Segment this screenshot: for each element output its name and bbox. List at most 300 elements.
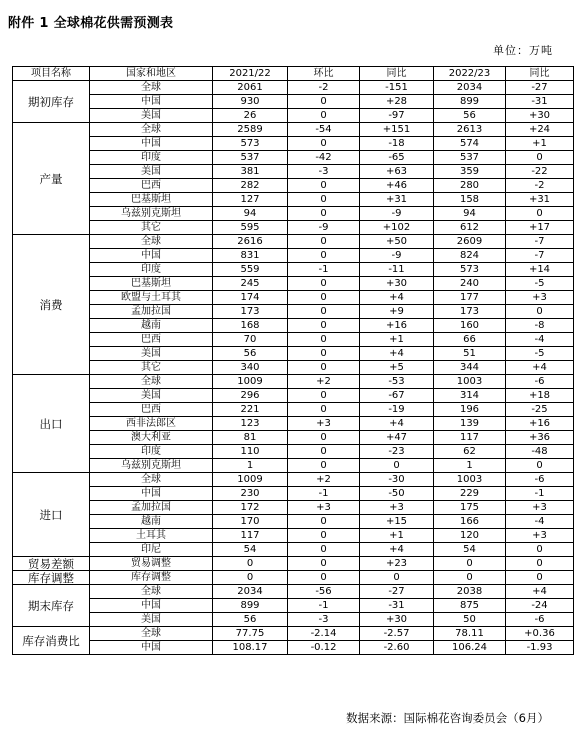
region-cell: 美国 (90, 347, 213, 361)
value-cell: +28 (360, 95, 434, 109)
value-cell: 230 (213, 487, 288, 501)
supply-demand-table (12, 66, 574, 655)
region-cell: 西非法郎区 (90, 417, 213, 431)
table-row (13, 249, 574, 263)
table-row (13, 263, 574, 277)
value-cell: +30 (360, 613, 434, 627)
value-cell: 2034 (213, 585, 288, 599)
table-row (13, 627, 574, 641)
value-cell: 537 (434, 151, 506, 165)
value-cell: +46 (360, 179, 434, 193)
value-cell: +9 (360, 305, 434, 319)
value-cell: 54 (434, 543, 506, 557)
value-cell: 0 (506, 305, 574, 319)
value-cell: -1 (288, 599, 360, 613)
value-cell: 824 (434, 249, 506, 263)
value-cell: +3 (506, 501, 574, 515)
value-cell: -151 (360, 81, 434, 95)
value-cell: +14 (506, 263, 574, 277)
value-cell: 0 (506, 543, 574, 557)
value-cell: +4 (506, 361, 574, 375)
value-cell: 221 (213, 403, 288, 417)
value-cell: 1 (434, 459, 506, 473)
table-row (13, 95, 574, 109)
value-cell: 173 (213, 305, 288, 319)
region-cell: 全球 (90, 123, 213, 137)
value-cell: -42 (288, 151, 360, 165)
value-cell: -3 (288, 613, 360, 627)
value-cell: -7 (506, 249, 574, 263)
region-cell: 全球 (90, 235, 213, 249)
header-cell: 项目名称 (13, 67, 90, 81)
value-cell: -1 (288, 263, 360, 277)
region-cell: 乌兹别克斯坦 (90, 459, 213, 473)
region-cell: 库存调整 (90, 571, 213, 585)
value-cell: 2613 (434, 123, 506, 137)
value-cell: 2589 (213, 123, 288, 137)
value-cell: 0 (288, 571, 360, 585)
value-cell: -9 (360, 249, 434, 263)
table-row (13, 277, 574, 291)
value-cell: 177 (434, 291, 506, 305)
value-cell: 240 (434, 277, 506, 291)
category-cell: 库存消费比 (13, 627, 90, 655)
value-cell: 0 (288, 249, 360, 263)
value-cell: 296 (213, 389, 288, 403)
table-row (13, 389, 574, 403)
category-cell: 期末库存 (13, 585, 90, 627)
table-row (13, 431, 574, 445)
table-row (13, 221, 574, 235)
table-row (13, 235, 574, 249)
category-cell: 消费 (13, 235, 90, 375)
value-cell: +1 (360, 529, 434, 543)
value-cell: -2.14 (288, 627, 360, 641)
value-cell: -97 (360, 109, 434, 123)
value-cell: +4 (360, 291, 434, 305)
value-cell: +102 (360, 221, 434, 235)
table-row (13, 319, 574, 333)
value-cell: 56 (213, 347, 288, 361)
region-cell: 全球 (90, 585, 213, 599)
value-cell: -7 (506, 235, 574, 249)
value-cell: -6 (506, 473, 574, 487)
region-cell: 中国 (90, 95, 213, 109)
value-cell: 899 (434, 95, 506, 109)
value-cell: 123 (213, 417, 288, 431)
region-cell: 巴基斯坦 (90, 193, 213, 207)
region-cell: 巴基斯坦 (90, 277, 213, 291)
value-cell: 2034 (434, 81, 506, 95)
table-row (13, 641, 574, 655)
value-cell: 537 (213, 151, 288, 165)
region-cell: 巴西 (90, 179, 213, 193)
value-cell: 158 (434, 193, 506, 207)
table-row (13, 207, 574, 221)
header-cell: 环比 (288, 67, 360, 81)
value-cell: +151 (360, 123, 434, 137)
value-cell: +1 (360, 333, 434, 347)
value-cell: 930 (213, 95, 288, 109)
table-row (13, 151, 574, 165)
value-cell: +4 (360, 347, 434, 361)
value-cell: 1 (213, 459, 288, 473)
value-cell: 831 (213, 249, 288, 263)
value-cell: 120 (434, 529, 506, 543)
table-row (13, 165, 574, 179)
value-cell: 2061 (213, 81, 288, 95)
value-cell: -67 (360, 389, 434, 403)
value-cell: 117 (213, 529, 288, 543)
value-cell: -3 (288, 165, 360, 179)
value-cell: 51 (434, 347, 506, 361)
value-cell: 0 (288, 389, 360, 403)
value-cell: +15 (360, 515, 434, 529)
value-cell: 314 (434, 389, 506, 403)
region-cell: 全球 (90, 627, 213, 641)
value-cell: 110 (213, 445, 288, 459)
value-cell: 381 (213, 165, 288, 179)
region-cell: 美国 (90, 389, 213, 403)
region-cell: 越南 (90, 319, 213, 333)
value-cell: -27 (506, 81, 574, 95)
value-cell: 875 (434, 599, 506, 613)
value-cell: 173 (434, 305, 506, 319)
table-row (13, 347, 574, 361)
value-cell: +17 (506, 221, 574, 235)
table-row (13, 109, 574, 123)
region-cell: 土耳其 (90, 529, 213, 543)
value-cell: 280 (434, 179, 506, 193)
value-cell: 70 (213, 333, 288, 347)
region-cell: 美国 (90, 165, 213, 179)
region-cell: 美国 (90, 109, 213, 123)
table-row (13, 501, 574, 515)
value-cell: 50 (434, 613, 506, 627)
value-cell: 1009 (213, 473, 288, 487)
value-cell: -53 (360, 375, 434, 389)
value-cell: 2609 (434, 235, 506, 249)
value-cell: +4 (360, 417, 434, 431)
table-row (13, 515, 574, 529)
region-cell: 贸易调整 (90, 557, 213, 571)
table-row (13, 417, 574, 431)
value-cell: +3 (506, 529, 574, 543)
value-cell: 0 (288, 431, 360, 445)
table-row (13, 81, 574, 95)
value-cell: +0.36 (506, 627, 574, 641)
table-row (13, 333, 574, 347)
value-cell: 595 (213, 221, 288, 235)
region-cell: 澳大利亚 (90, 431, 213, 445)
value-cell: +50 (360, 235, 434, 249)
value-cell: 166 (434, 515, 506, 529)
value-cell: 559 (213, 263, 288, 277)
value-cell: -18 (360, 137, 434, 151)
value-cell: -65 (360, 151, 434, 165)
value-cell: +24 (506, 123, 574, 137)
value-cell: 0 (288, 529, 360, 543)
value-cell: +63 (360, 165, 434, 179)
region-cell: 印度 (90, 263, 213, 277)
region-cell: 巴西 (90, 333, 213, 347)
value-cell: +31 (360, 193, 434, 207)
value-cell: 62 (434, 445, 506, 459)
value-cell: 1003 (434, 375, 506, 389)
category-cell: 产量 (13, 123, 90, 235)
table-row (13, 613, 574, 627)
table-row (13, 599, 574, 613)
table-row (13, 557, 574, 571)
category-cell: 库存调整 (13, 571, 90, 585)
value-cell: -4 (506, 515, 574, 529)
value-cell: 229 (434, 487, 506, 501)
value-cell: 0 (288, 403, 360, 417)
value-cell: 0 (434, 571, 506, 585)
value-cell: 1009 (213, 375, 288, 389)
value-cell: +30 (360, 277, 434, 291)
value-cell: -19 (360, 403, 434, 417)
header-cell: 国家和地区 (90, 67, 213, 81)
table-row (13, 193, 574, 207)
value-cell: 127 (213, 193, 288, 207)
value-cell: 282 (213, 179, 288, 193)
header-cell: 同比 (360, 67, 434, 81)
region-cell: 其它 (90, 361, 213, 375)
value-cell: +16 (506, 417, 574, 431)
page-title: 附件 1 全球棉花供需预测表 (8, 16, 174, 31)
region-cell: 美国 (90, 613, 213, 627)
value-cell: +2 (288, 375, 360, 389)
value-cell: +1 (506, 137, 574, 151)
table-row (13, 403, 574, 417)
value-cell: 359 (434, 165, 506, 179)
value-cell: +3 (288, 501, 360, 515)
value-cell: -30 (360, 473, 434, 487)
value-cell: 0 (288, 179, 360, 193)
value-cell: 78.11 (434, 627, 506, 641)
value-cell: 2616 (213, 235, 288, 249)
value-cell: 0 (288, 347, 360, 361)
value-cell: +2 (288, 473, 360, 487)
table-row (13, 305, 574, 319)
value-cell: +23 (360, 557, 434, 571)
value-cell: 0 (288, 207, 360, 221)
header-cell: 2021/22 (213, 67, 288, 81)
region-cell: 孟加拉国 (90, 305, 213, 319)
value-cell: -5 (506, 347, 574, 361)
value-cell: 0 (288, 319, 360, 333)
value-cell: 0 (288, 291, 360, 305)
value-cell: 0 (288, 557, 360, 571)
region-cell: 中国 (90, 137, 213, 151)
region-cell: 中国 (90, 249, 213, 263)
region-cell: 中国 (90, 599, 213, 613)
value-cell: 0 (288, 95, 360, 109)
region-cell: 印度 (90, 445, 213, 459)
value-cell: 899 (213, 599, 288, 613)
value-cell: 0 (288, 137, 360, 151)
value-cell: -2 (506, 179, 574, 193)
value-cell: 77.75 (213, 627, 288, 641)
value-cell: 94 (434, 207, 506, 221)
value-cell: 2038 (434, 585, 506, 599)
value-cell: 0 (288, 305, 360, 319)
value-cell: 0 (288, 543, 360, 557)
value-cell: 573 (213, 137, 288, 151)
region-cell: 印度 (90, 151, 213, 165)
value-cell: 0 (288, 235, 360, 249)
region-cell: 乌兹别克斯坦 (90, 207, 213, 221)
value-cell: 0 (213, 571, 288, 585)
value-cell: 0 (434, 557, 506, 571)
value-cell: 340 (213, 361, 288, 375)
value-cell: 117 (434, 431, 506, 445)
value-cell: 573 (434, 263, 506, 277)
value-cell: 0 (506, 557, 574, 571)
value-cell: +4 (360, 543, 434, 557)
value-cell: +3 (360, 501, 434, 515)
value-cell: +30 (506, 109, 574, 123)
value-cell: 175 (434, 501, 506, 515)
value-cell: -1.93 (506, 641, 574, 655)
value-cell: -31 (506, 95, 574, 109)
table-row (13, 487, 574, 501)
header-cell: 同比 (506, 67, 574, 81)
category-cell: 贸易差额 (13, 557, 90, 571)
table-row (13, 123, 574, 137)
value-cell: 168 (213, 319, 288, 333)
value-cell: 0 (288, 515, 360, 529)
value-cell: +4 (506, 585, 574, 599)
value-cell: 54 (213, 543, 288, 557)
value-cell: -0.12 (288, 641, 360, 655)
table-row (13, 361, 574, 375)
value-cell: 0 (288, 193, 360, 207)
region-cell: 其它 (90, 221, 213, 235)
value-cell: 0 (360, 571, 434, 585)
value-cell: 0 (360, 459, 434, 473)
value-cell: 172 (213, 501, 288, 515)
value-cell: -2 (288, 81, 360, 95)
value-cell: +3 (288, 417, 360, 431)
value-cell: 170 (213, 515, 288, 529)
value-cell: 0 (213, 557, 288, 571)
value-cell: 160 (434, 319, 506, 333)
value-cell: -56 (288, 585, 360, 599)
value-cell: +18 (506, 389, 574, 403)
value-cell: 66 (434, 333, 506, 347)
value-cell: -23 (360, 445, 434, 459)
value-cell: -11 (360, 263, 434, 277)
value-cell: 0 (506, 459, 574, 473)
value-cell: 139 (434, 417, 506, 431)
table-row (13, 543, 574, 557)
value-cell: +47 (360, 431, 434, 445)
value-cell: +36 (506, 431, 574, 445)
value-cell: -25 (506, 403, 574, 417)
table-row (13, 459, 574, 473)
value-cell: -5 (506, 277, 574, 291)
value-cell: +5 (360, 361, 434, 375)
value-cell: +3 (506, 291, 574, 305)
unit-label: 单位：万吨 (493, 44, 553, 57)
region-cell: 巴西 (90, 403, 213, 417)
value-cell: 81 (213, 431, 288, 445)
value-cell: -27 (360, 585, 434, 599)
region-cell: 全球 (90, 81, 213, 95)
value-cell: 56 (434, 109, 506, 123)
value-cell: -48 (506, 445, 574, 459)
value-cell: 26 (213, 109, 288, 123)
value-cell: -24 (506, 599, 574, 613)
value-cell: -8 (506, 319, 574, 333)
value-cell: 0 (288, 277, 360, 291)
region-cell: 欧盟与土耳其 (90, 291, 213, 305)
value-cell: 0 (288, 459, 360, 473)
value-cell: -1 (506, 487, 574, 501)
region-cell: 全球 (90, 473, 213, 487)
region-cell: 中国 (90, 641, 213, 655)
value-cell: 0 (288, 445, 360, 459)
region-cell: 中国 (90, 487, 213, 501)
value-cell: 344 (434, 361, 506, 375)
value-cell: 0 (506, 207, 574, 221)
value-cell: 108.17 (213, 641, 288, 655)
category-cell: 进口 (13, 473, 90, 557)
value-cell: -22 (506, 165, 574, 179)
region-cell: 全球 (90, 375, 213, 389)
value-cell: 196 (434, 403, 506, 417)
value-cell: 56 (213, 613, 288, 627)
category-cell: 出口 (13, 375, 90, 473)
region-cell: 越南 (90, 515, 213, 529)
value-cell: 1003 (434, 473, 506, 487)
value-cell: -9 (360, 207, 434, 221)
value-cell: -31 (360, 599, 434, 613)
value-cell: -50 (360, 487, 434, 501)
value-cell: +31 (506, 193, 574, 207)
value-cell: -4 (506, 333, 574, 347)
value-cell: 0 (506, 571, 574, 585)
value-cell: 245 (213, 277, 288, 291)
header-row (13, 67, 574, 81)
value-cell: 0 (288, 333, 360, 347)
value-cell: -54 (288, 123, 360, 137)
table-row (13, 137, 574, 151)
value-cell: +16 (360, 319, 434, 333)
table-row (13, 179, 574, 193)
value-cell: 0 (288, 109, 360, 123)
value-cell: -9 (288, 221, 360, 235)
table-row (13, 375, 574, 389)
value-cell: -6 (506, 375, 574, 389)
value-cell: 0 (506, 151, 574, 165)
value-cell: 106.24 (434, 641, 506, 655)
data-source: 数据来源：国际棉花咨询委员会（6月） (346, 711, 549, 725)
region-cell: 孟加拉国 (90, 501, 213, 515)
table-row (13, 291, 574, 305)
value-cell: -2.60 (360, 641, 434, 655)
region-cell: 印尼 (90, 543, 213, 557)
table-row (13, 529, 574, 543)
value-cell: 94 (213, 207, 288, 221)
value-cell: 174 (213, 291, 288, 305)
table-row (13, 445, 574, 459)
value-cell: 612 (434, 221, 506, 235)
value-cell: 0 (288, 361, 360, 375)
value-cell: -6 (506, 613, 574, 627)
